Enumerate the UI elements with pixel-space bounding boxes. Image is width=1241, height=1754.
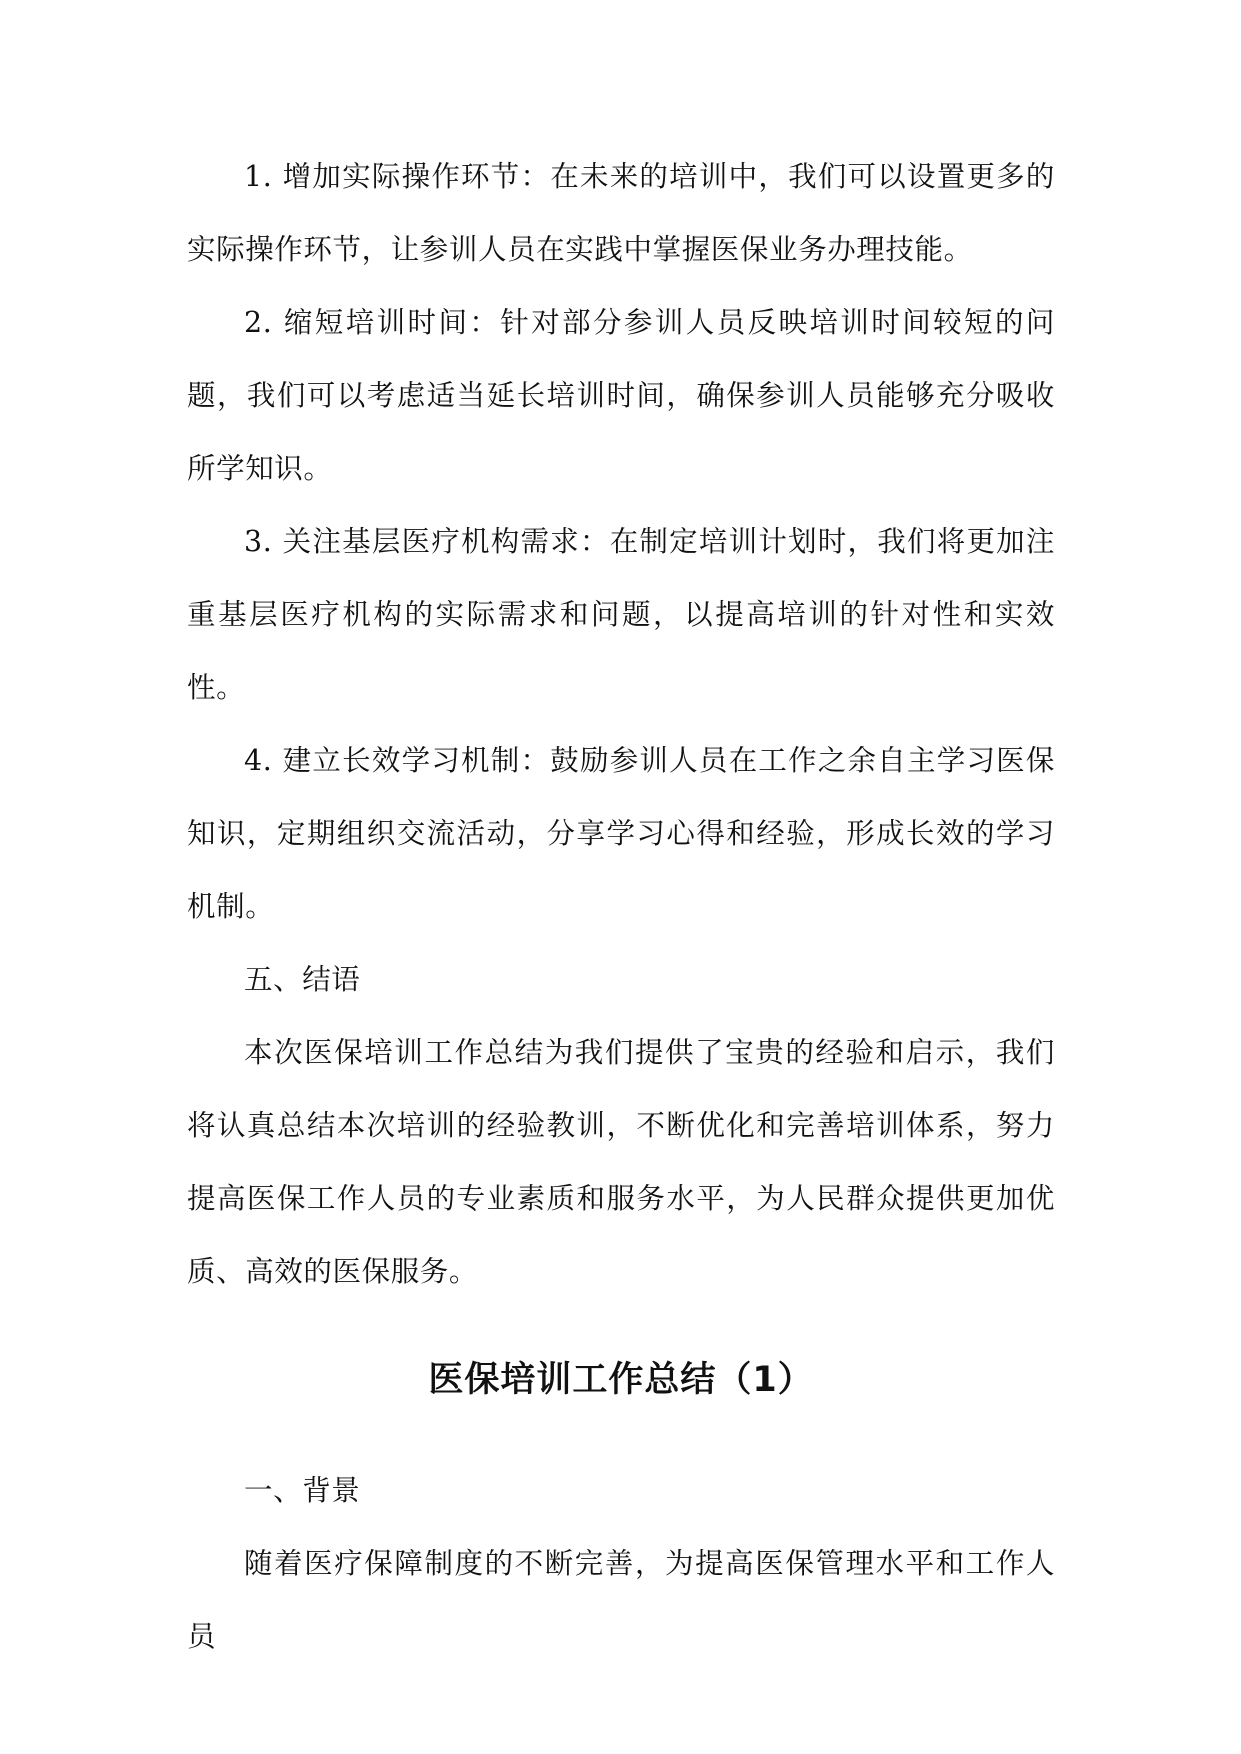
section-heading-background: 一、背景	[244, 1474, 361, 1507]
section-heading-conclusion: 五、结语	[244, 963, 361, 996]
document-title: 医保培训工作总结（1）	[428, 1360, 814, 1400]
list-item-3: 3. 关注基层医疗机构需求：在制定培训计划时，我们将更加注重基层医疗机构的实际需求和问题，以提高培训的针对性和实效性。	[187, 525, 1055, 704]
conclusion-paragraph: 本次医保培训工作总结为我们提供了宝贵的经验和启示，我们将认真总结本次培训的经验教训，不断优化和完善培训体系，努力提高医保工作人员的专业素质和服务水平，为人民群众提供更加优质、高效的医保服务。	[187, 1036, 1055, 1288]
list-item-1: 1. 增加实际操作环节：在未来的培训中，我们可以设置更多的实际操作环节，让参训人员在实践中掌握医保业务办理技能。	[187, 160, 1055, 266]
list-item-4: 4. 建立长效学习机制：鼓励参训人员在工作之余自主学习医保知识，定期组织交流活动，分享学习心得和经验，形成长效的学习机制。	[187, 744, 1055, 923]
background-paragraph: 随着医疗保障制度的不断完善，为提高医保管理水平和工作人员	[187, 1547, 1055, 1653]
list-item-2: 2. 缩短培训时间：针对部分参训人员反映培训时间较短的问题，我们可以考虑适当延长培训时间，确保参训人员能够充分吸收所学知识。	[187, 306, 1055, 485]
document-body	[187, 140, 1055, 1673]
